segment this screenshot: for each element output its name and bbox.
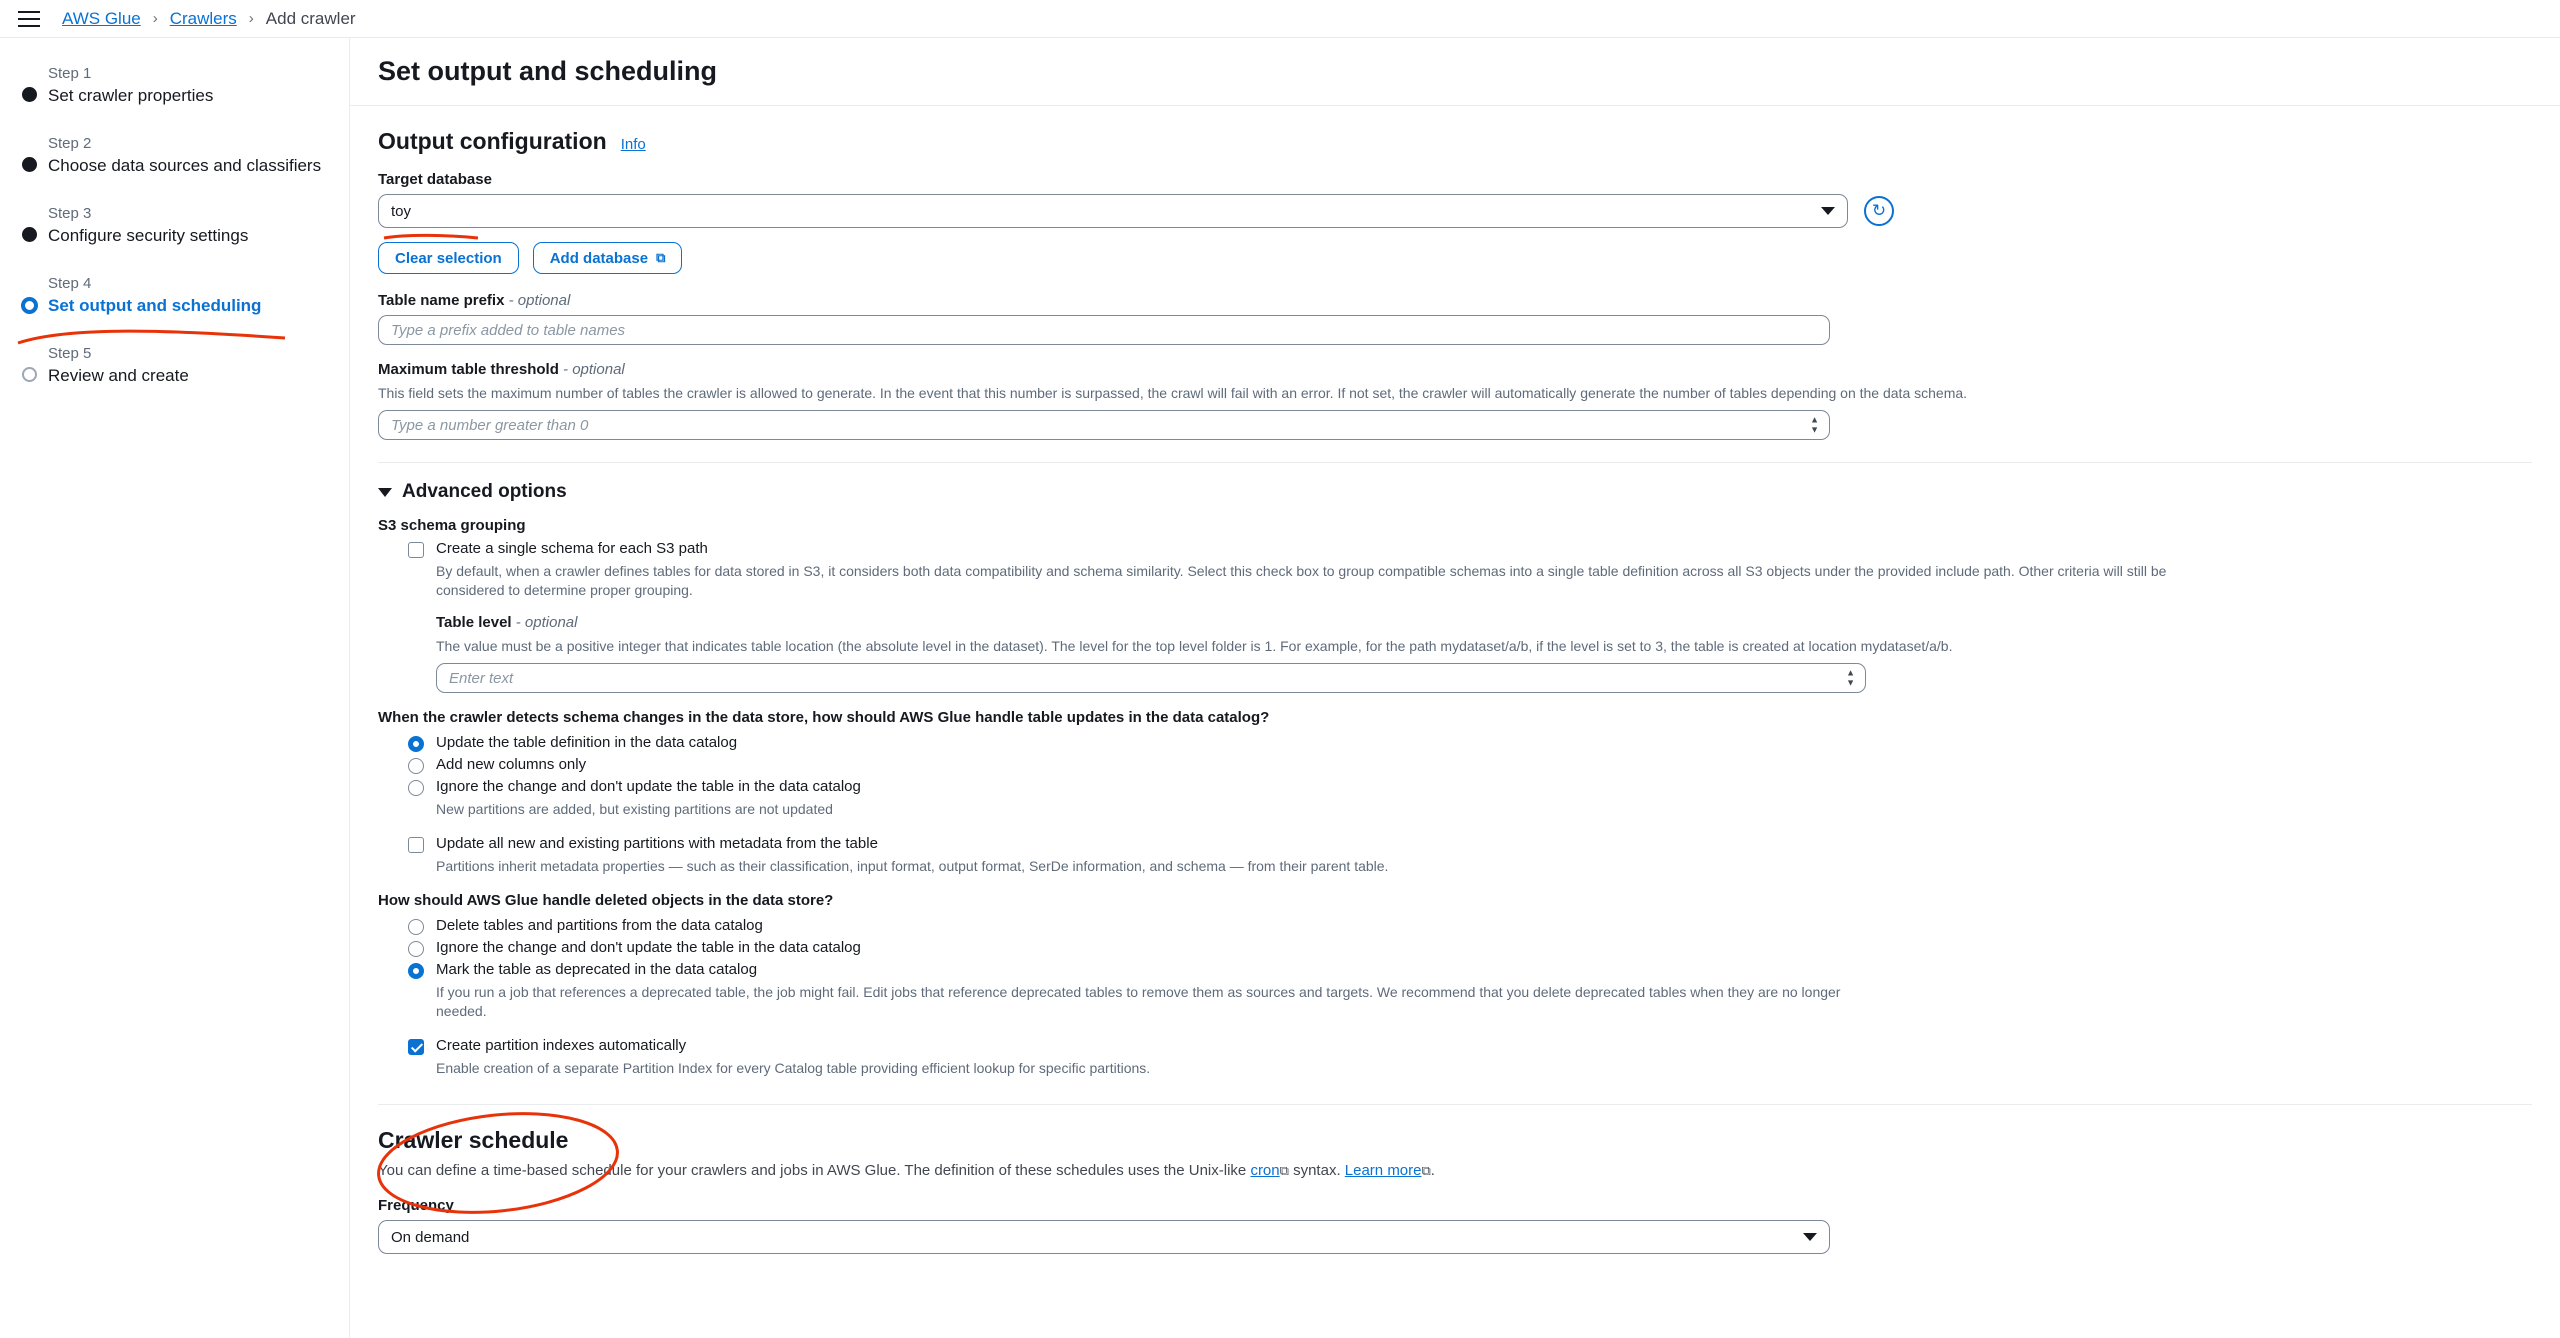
table-level-description: The value must be a positive integer that indicates table location (the absolute level in the dataset). The level for the top level folder is 1. For example, for the path mydataset/a/b, if the level is set to 3, the table is created at location mydataset/a/b.	[436, 638, 1953, 654]
crawler-schedule-panel	[378, 1105, 2532, 1254]
refresh-icon[interactable]: ↻	[1864, 196, 1894, 226]
partition-indexes-checkbox[interactable]	[408, 1039, 424, 1055]
number-stepper-icon[interactable]: ▲ ▼	[1810, 414, 1819, 435]
step-number: Step 1	[48, 65, 92, 82]
section-divider	[378, 462, 2532, 463]
output-configuration-panel	[350, 106, 2560, 1254]
max-table-threshold-label-text: Maximum table threshold	[378, 361, 559, 378]
output-configuration-title: Output configuration	[378, 128, 607, 154]
deleted-objects-option-ignore-radio[interactable]	[408, 941, 424, 957]
frequency-value: On demand	[391, 1228, 470, 1246]
s3-schema-grouping-label: S3 schema grouping	[378, 517, 526, 534]
breadcrumb-separator: ›	[152, 10, 158, 27]
schema-change-option-ignore-radio[interactable]	[408, 780, 424, 796]
add-database-label: Add database	[549, 249, 649, 267]
table-level-input[interactable]	[436, 663, 1866, 693]
step-number: Step 3	[48, 205, 92, 222]
top-breadcrumb-bar	[0, 0, 2560, 38]
max-table-threshold-optional: - optional	[563, 361, 625, 378]
step-bullet-icon	[22, 227, 37, 242]
crawler-schedule-desc-mid: syntax.	[1288, 1162, 1345, 1179]
step-name: Review and create	[48, 366, 189, 385]
target-database-label: Target database	[378, 171, 492, 188]
hamburger-icon[interactable]	[18, 6, 44, 32]
target-database-select[interactable]	[378, 194, 1848, 228]
breadcrumb-link-crawlers[interactable]: Crawlers	[169, 8, 237, 28]
max-table-threshold-input[interactable]	[378, 410, 1830, 440]
caret-down-icon	[378, 488, 392, 497]
step-name: Set crawler properties	[48, 86, 214, 105]
deleted-objects-question: How should AWS Glue handle deleted objects in the data store?	[378, 892, 834, 909]
single-schema-hint: By default, when a crawler defines tables for data stored in S3, it considers both data compatibility and schema similarity. Select this check box to group compatible schemas into a single table definition across all S3 objects under the provided include path. Other criteria will still be considered to determine proper grouping.	[436, 563, 2167, 598]
partition-indexes-label: Create partition indexes automatically	[436, 1037, 687, 1054]
breadcrumb-separator: ›	[248, 10, 254, 27]
add-database-button[interactable]	[533, 242, 683, 274]
deleted-objects-option-deprecate-radio[interactable]	[408, 963, 424, 979]
step-bullet-icon	[22, 157, 37, 172]
update-partitions-hint: Partitions inherit metadata properties — such as their classification, input format, output format, SerDe information, and schema — from their parent table.	[436, 858, 1389, 874]
deleted-objects-option-ignore-label: Ignore the change and don't update the table in the data catalog	[436, 939, 861, 956]
sidebar-step-1[interactable]	[0, 60, 349, 112]
max-table-threshold-label	[378, 361, 2532, 378]
table-prefix-optional: - optional	[508, 292, 571, 309]
schema-change-option-addcols-label: Add new columns only	[436, 756, 587, 773]
target-database-value: toy	[391, 202, 412, 220]
step-bullet-icon	[21, 297, 38, 314]
frequency-label: Frequency	[378, 1197, 454, 1214]
table-level-label-text: Table level	[436, 614, 512, 631]
chevron-down-icon	[1821, 207, 1835, 215]
learn-more-link[interactable]: Learn more	[1344, 1162, 1422, 1179]
single-schema-label: Create a single schema for each S3 path	[436, 540, 708, 557]
step-number: Step 2	[48, 135, 92, 152]
sidebar-step-5[interactable]	[0, 340, 349, 392]
deleted-objects-option-deprecate-hint: If you run a job that references a deprecated table, the job might fail. Edit jobs that reference deprecated tables to remove them as sources and targets. We recommend that you delete deprecated tables when they are no longer needed.	[436, 984, 1841, 1019]
deleted-objects-option-delete-label: Delete tables and partitions from the data catalog	[436, 917, 763, 934]
table-prefix-label-text: Table name prefix	[378, 292, 505, 309]
external-link-icon: ⧉	[1279, 1163, 1289, 1178]
breadcrumb-link-aws-glue[interactable]: AWS Glue	[62, 8, 141, 28]
cron-link[interactable]: cron	[1250, 1162, 1280, 1179]
crawler-schedule-desc-suffix: .	[1430, 1162, 1435, 1179]
page-title: Set output and scheduling	[350, 38, 2560, 106]
table-prefix-input[interactable]	[378, 315, 1830, 345]
max-table-threshold-description: This field sets the maximum number of tables the crawler is allowed to generate. In the event that this number is surpassed, the crawl will fail with an error. If not set, the crawler will automatically generate the number of tables depending on the data schema.	[378, 385, 1968, 401]
wizard-sidebar	[0, 38, 350, 1338]
step-bullet-icon	[22, 87, 37, 102]
main-content	[350, 38, 2560, 1338]
clear-selection-button[interactable]	[378, 242, 519, 274]
step-name: Set output and scheduling	[48, 296, 262, 315]
table-level-label	[436, 614, 2532, 631]
external-link-icon: ⧉	[1421, 1163, 1431, 1178]
step-name: Choose data sources and classifiers	[48, 156, 322, 175]
deleted-objects-option-delete-radio[interactable]	[408, 919, 424, 935]
table-prefix-placeholder: Type a prefix added to table names	[391, 321, 626, 339]
info-link[interactable]: Info	[620, 136, 646, 153]
crawler-schedule-description	[378, 1162, 2532, 1179]
step-bullet-icon	[22, 367, 37, 382]
step-name: Configure security settings	[48, 226, 249, 245]
breadcrumb-current-add-crawler: Add crawler	[265, 8, 356, 28]
step-number: Step 4	[48, 275, 92, 292]
advanced-options-title: Advanced options	[402, 481, 567, 502]
table-prefix-label	[378, 292, 2532, 309]
partition-indexes-hint: Enable creation of a separate Partition Index for every Catalog table providing efficient lookup for specific partitions.	[436, 1060, 1151, 1076]
schema-change-option-addcols-radio[interactable]	[408, 758, 424, 774]
update-partitions-checkbox[interactable]	[408, 837, 424, 853]
step-number: Step 5	[48, 345, 92, 362]
table-level-placeholder: Enter text	[449, 669, 514, 687]
schema-change-option-update-label: Update the table definition in the data catalog	[436, 734, 738, 751]
deleted-objects-option-deprecate-label: Mark the table as deprecated in the data catalog	[436, 961, 758, 978]
schema-change-option-ignore-hint: New partitions are added, but existing partitions are not updated	[436, 801, 833, 817]
schema-change-option-update-radio[interactable]	[408, 736, 424, 752]
sidebar-step-3[interactable]	[0, 200, 349, 252]
sidebar-step-2[interactable]	[0, 130, 349, 182]
update-partitions-label: Update all new and existing partitions with metadata from the table	[436, 835, 878, 852]
chevron-down-icon	[1803, 1233, 1817, 1241]
table-level-optional: - optional	[515, 614, 578, 631]
crawler-schedule-desc-prefix: You can define a time-based schedule for your crawlers and jobs in AWS Glue. The definition of these schedules uses the Unix-like	[378, 1162, 1251, 1179]
advanced-options-toggle[interactable]	[378, 481, 2532, 503]
sidebar-step-4[interactable]	[0, 270, 349, 322]
schema-change-question: When the crawler detects schema changes in the data store, how should AWS Glue handle table updates in the data catalog?	[378, 709, 1270, 726]
external-link-icon: ⧉	[656, 250, 666, 265]
frequency-select[interactable]	[378, 1220, 1830, 1254]
max-table-threshold-placeholder: Type a number greater than 0	[391, 416, 589, 434]
crawler-schedule-title: Crawler schedule	[378, 1127, 569, 1153]
single-schema-checkbox[interactable]	[408, 542, 424, 558]
number-stepper-icon[interactable]: ▲ ▼	[1846, 667, 1855, 688]
schema-change-option-ignore-label: Ignore the change and don't update the table in the data catalog	[436, 778, 861, 795]
clear-selection-label: Clear selection	[395, 249, 502, 267]
